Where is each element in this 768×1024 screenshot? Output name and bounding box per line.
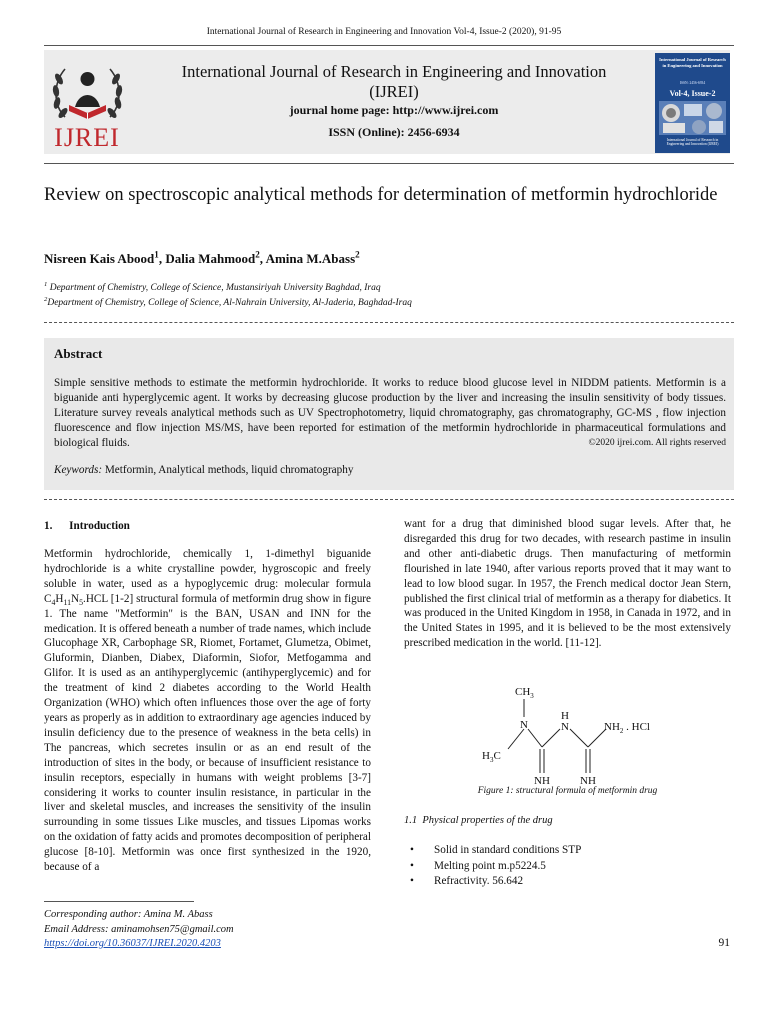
intro-text: .HCL [1-2] structural formula of metformin drug show in figure 1. The name "Metformin" is the BAN, USAN and INN for the medication. It is offered beneath a number of trade names, which include Glucophage XR, Carbophage SR, Riomet, Fortamet, Glumetza, Obimet, Gluformin, Dianben, Diabex, Diaformin, Siofor, Metfogamma and Glifor. It is used as an antihyperglycemic (antihyperglycemic) and for the treatment of kind 2 diabetes according to the World Health Organization (WHO) which often influences those over the age of forty years as properly as in addition to extraordinary age agencies induced by insulin deficiency due to the presence of weakness in the beta cells) in The pancreas, which secretes insulin or as an end result of the introduction of sites in the body, or because of insufficient resistance to insulin receptors, especially in humans with weight problems [3-7] considering it works to counter insulin resistance, in particular in the liver and skeletal muscles, and increases the sensitivity of the insulin surrounding in some tissues Like muscles, and tissues Lipomas works on the oxidation of fatty acids and promotes decomposition of peripheral glucose [8-10]. Metformin was once first synthesized in the 1920, because of a	[44, 592, 371, 874]
author-separator: ,	[259, 251, 266, 266]
affiliation-marker: 2	[44, 295, 48, 303]
formula-element: H	[55, 592, 64, 605]
abstract-heading: Abstract	[54, 346, 103, 361]
affiliation-marker: 1	[44, 280, 48, 288]
cover-issn: ISSN: 2456-6934	[679, 81, 706, 85]
author-name: Amina M.Abass	[265, 251, 356, 266]
keywords-label: Keywords:	[54, 464, 103, 476]
affiliation-text: Department of Chemistry, College of Science, Al-Nahrain University, Al-Jaderia, Baghdad-Iraq	[47, 298, 412, 308]
intro-paragraph-left	[44, 547, 371, 875]
formula-subscript: 5	[79, 597, 84, 607]
copyright-notice: ©2020 ijrei.com. All rights reserved	[588, 438, 726, 448]
label-n-left: N	[520, 719, 528, 731]
affiliation-text: Department of Chemistry, College of Science, Mustansiriyah University Baghdad, Iraq	[49, 283, 381, 293]
cover-title: International Journal of Research in Engineering and Innovation	[659, 57, 726, 68]
label-nh2-hcl: $NH_2$ . HCl	[604, 721, 650, 735]
formula-element: N	[71, 592, 80, 605]
author-affil-marker: 2	[355, 249, 360, 260]
affiliation-rule	[44, 322, 734, 323]
affiliation	[44, 295, 412, 308]
abstract-rule	[44, 499, 734, 500]
author-name: Dalia Mahmood	[165, 251, 256, 266]
keywords-list: Metformin, Analytical methods, liquid chromatography	[104, 464, 354, 476]
article-title: Review on spectroscopic analytical methods for determination of metformin hydrochloride	[44, 185, 718, 205]
journal-name-line2: (IJREI)	[369, 82, 419, 101]
journal-cover-thumbnail	[655, 53, 730, 153]
author-list	[44, 251, 360, 267]
page-number: 91	[718, 937, 730, 949]
journal-issn: ISSN (Online): 2456-6934	[328, 125, 460, 139]
label-h-mid: H	[561, 710, 569, 722]
abstract-body	[54, 376, 726, 451]
metformin-structure-diagram	[470, 683, 720, 785]
physical-properties-list	[404, 843, 581, 890]
logo-wordmark: IJREI	[54, 123, 120, 152]
keywords	[54, 464, 353, 476]
list-item: • Melting point m.p5224.5	[404, 859, 581, 875]
abstract-text: Simple sensitive methods to estimate the metformin hydrochloride. It works to reduce blood glucose level in NIDDM patients. Metformin is a biguanide anti hyperglycemic agent. It works by decreasing glucose production by the liver and increasing the insulin sensitivity of body tissues. Literature survey reveals analytical methods such as UV Spectrophotometry, liquid chromatography, gas chromatography, GC-MS , flow injection fluorescence and flow injection MS/MS, have been reported for estimation of the metformin hydrochloride in pharmaceutical formulations and biological fluids.	[54, 377, 726, 449]
cover-collage-image	[659, 101, 726, 135]
label-n-mid: N	[561, 721, 569, 733]
bond-n-ch3	[508, 729, 524, 749]
label-nh-left: NH	[534, 775, 550, 785]
running-head: International Journal of Research in Engineering and Innovation Vol-4, Issue-2 (2020), 91-95	[206, 27, 562, 37]
label-h3c: $H_3C$	[482, 750, 501, 764]
author-name: Nisreen Kais Abood	[44, 251, 155, 266]
list-item: • Refractivity. 56.642	[404, 874, 581, 890]
masthead-rule	[44, 163, 734, 164]
footnote-rule	[44, 901, 194, 902]
corresponding-author: Corresponding author: Amina M. Abass	[44, 909, 213, 920]
cover-issue: Vol-4, Issue-2	[669, 89, 716, 98]
formula-subscript: 4	[51, 597, 56, 607]
doi-link[interactable]: https://doi.org/10.36037/IJREI.2020.4203	[44, 938, 221, 949]
author-separator: ,	[158, 251, 166, 266]
label-ch3-top: $CH_3$	[515, 686, 534, 700]
journal-homepage[interactable]: journal home page: http://www.ijrei.com	[289, 103, 499, 117]
author-email[interactable]: Email Address: aminamohsen75@gmail.com	[44, 923, 234, 935]
intro-paragraph-right: want for a drug that diminished blood sugar levels. After that, he disregarded this drug for two decades, with research pastime in insulin and other anti-diabetic drugs. Then manufacturing of metformin flourished in late 1940, after various reports proved that it may want to lead to low blood sugar. In 1957, the French medical doctor Jean Stern, published the first clinical trial of metformin as a therapy for diabetics. It was produced in the United Kingdom in 1958, in Canada in 1972, and in the United States in 1995, and it is believed to be the most extensively prescribed medication in the world. [11-12].	[404, 518, 731, 650]
list-item: • Solid in standard conditions STP	[404, 843, 581, 859]
bond-nh-c	[570, 729, 588, 747]
author-affil-marker: 1	[154, 249, 159, 260]
bond-n-c	[528, 729, 542, 747]
formula-subscript: 11	[63, 597, 72, 607]
cover-footer: International Journal of Research in Engineering and Innovation (IJREI)	[666, 138, 719, 147]
section-heading-introduction: 1. Introduction	[44, 520, 130, 532]
author-affil-marker: 2	[255, 249, 260, 260]
figure-caption: Figure 1: structural formula of metformin drug	[477, 786, 658, 796]
intro-text: Metformin hydrochloride, chemically 1, 1-dimethyl biguanide hydrochloride is a white crystalline powder, hygroscopic and freely soluble in water, used as a hypoglycemic drug: molecular formula C	[44, 548, 371, 605]
journal-name-line1: International Journal of Research in Engineering and Innovation	[181, 62, 607, 81]
bond-c-nh	[542, 729, 560, 747]
journal-name	[140, 62, 648, 102]
header-rule	[44, 45, 734, 46]
affiliation	[44, 280, 381, 293]
subsection-heading-physical-properties: 1.1 Physical properties of the drug	[404, 815, 553, 826]
corresponding-author-footnote	[44, 908, 234, 952]
label-nh-right: NH	[580, 775, 596, 785]
